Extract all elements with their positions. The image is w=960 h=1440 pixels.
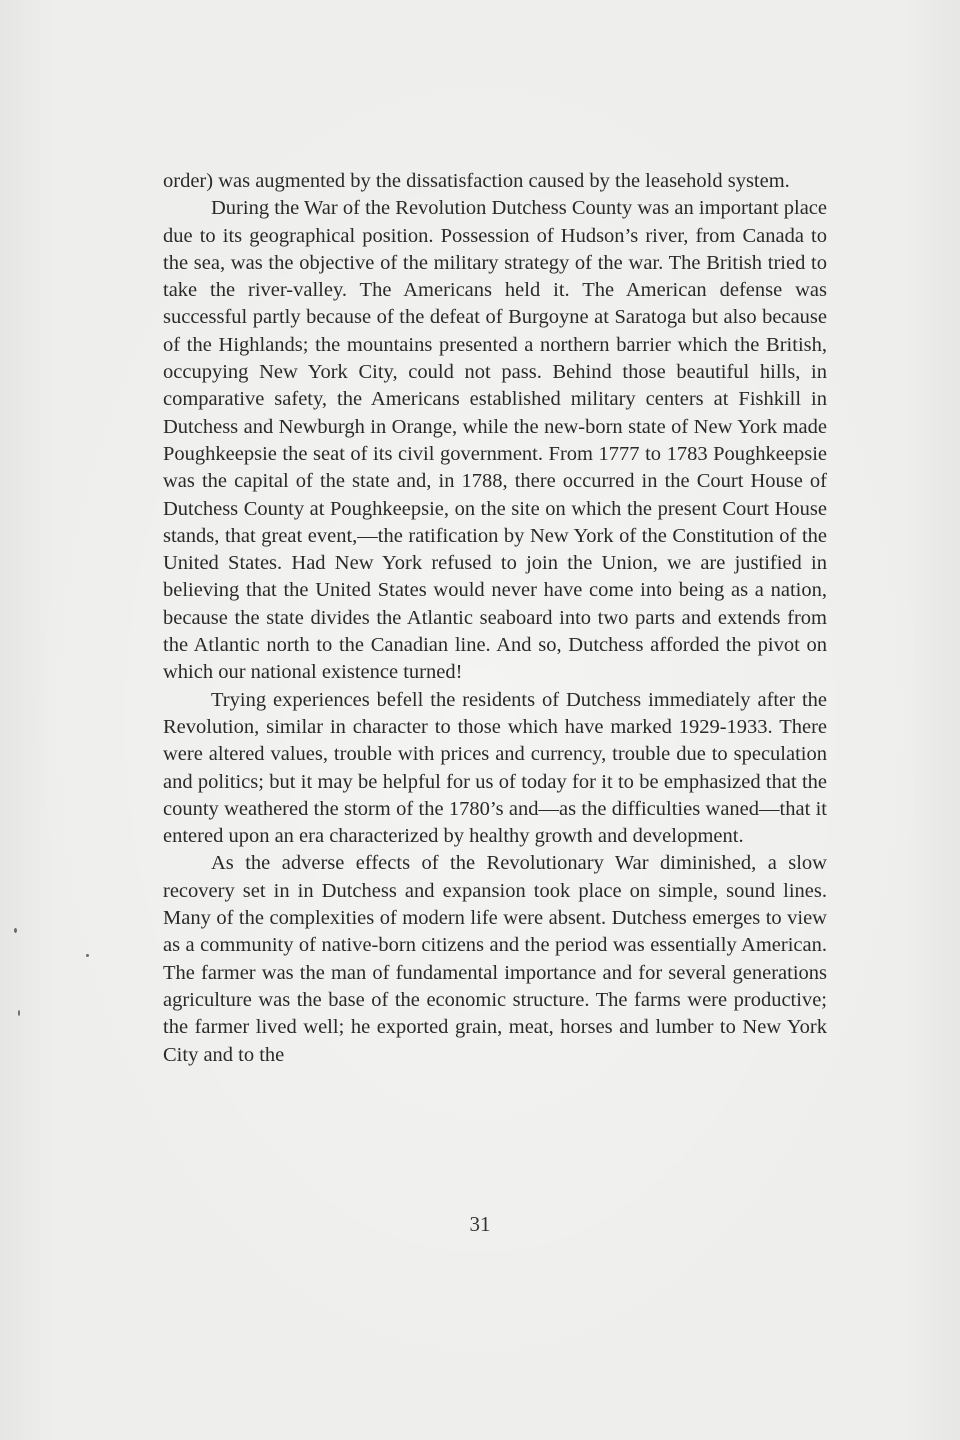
paragraph-post-revolution: Trying experiences befell the residents of Dutchess immediately after the Revolution, similar in character to those which have marked 1929-1933. There were altered values, trouble with prices and currency, trouble due to speculation and politics; but it may be helpful for us of today for it to be emphasized that the county weathered the storm of the 1780’s and—as the difficulties waned—that it entered upon an era characterized by healthy growth and development. (163, 688, 827, 848)
margin-speck (14, 928, 17, 933)
paragraph-revolution: During the War of the Revolution Dutchess County was an important place due to its geographical position. Possession of Hudson’s river, from Canada to the sea, was the objective of the military strategy of the war. The British tried to take the river-valley. The Americans held it. The American defense was successful partly because of the defeat of Burgoyne at Saratoga but also because of the Highlands; the mountains presented a northern barrier which the British, occupying New York City, could not pass. Behind those beautiful hills, in comparative safety, the Americans established military centers at Fishkill in Dutchess and Newburgh in Orange, while the new-born state of New York made Poughkeepsie the seat of its civil government. From 1777 to 1783 Poughkeepsie was the capital of the state and, in 1788, there occurred in the Court House of Dutchess County at Poughkeepsie, on the site on which the present Court House stands, that great event,—the ratification by New York of the Constitution of the United States. Had New York refused to join the Union, we are justified in believing that the United States would never have come into being as a nation, because the state divides the Atlantic seaboard into two parts and extends from the Atlantic north to the Canadian line. And so, Dutchess afforded the pivot on which our national existence turned! (163, 197, 827, 684)
paragraph-continuation: order) was augmented by the dissatisfaction caused by the leasehold system. (163, 170, 790, 192)
page-number: 31 (469, 1212, 491, 1236)
body-text (163, 168, 827, 1069)
paragraph-recovery: As the adverse effects of the Revolutionary War diminished, a slow recovery set in in Dutchess and expansion took place on simple, sound lines. Many of the complexities of modern life were absent. Dutchess emerges to view as a community of native-born citizens and the period was essentially American. The farmer was the man of fundamental importance and for several generations agriculture was the base of the economic structure. The farms were productive; the farmer lived well; he exported grain, meat, horses and lumber to New York City and to the (163, 852, 827, 1066)
margin-speck (18, 1010, 20, 1016)
margin-speck (86, 954, 89, 957)
